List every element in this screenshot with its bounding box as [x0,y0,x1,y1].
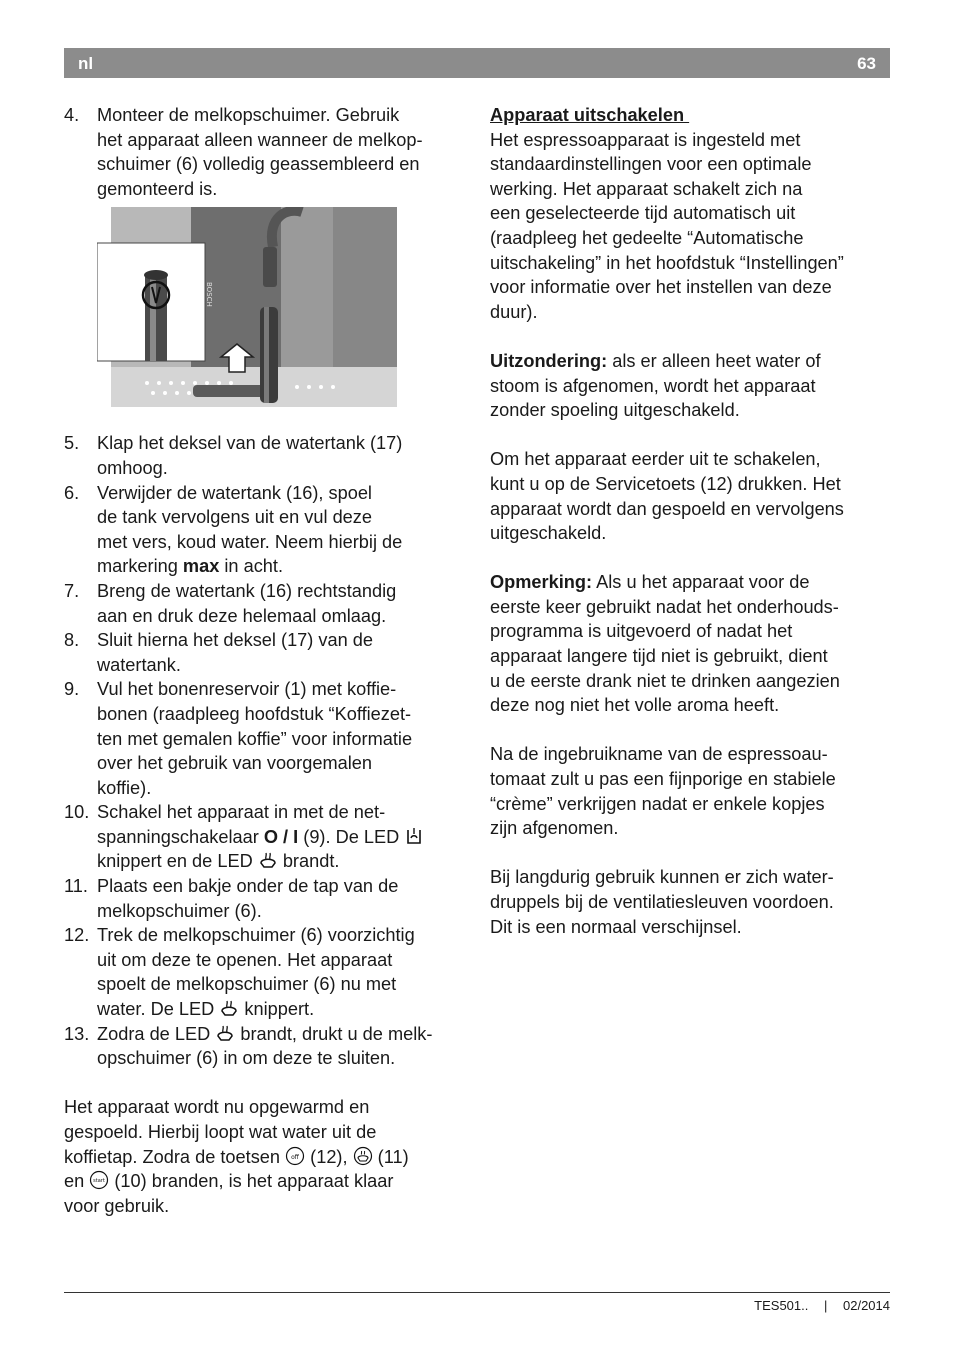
step-text: het apparaat alleen wanneer de melkop- [97,129,423,150]
step-text: Monteer de melkopschuimer. Gebruik [97,105,400,125]
exception-label: Uitzondering: [490,350,608,371]
text-run: knippert. [239,999,315,1020]
paragraph-line: zijn afgenomen. [490,818,619,839]
text-run: markering [97,556,183,577]
step-text: omhoog. [97,457,168,478]
step-number: 9. [64,679,80,700]
page-header [64,48,890,78]
paragraph-line: Na de ingebruikname van de espressoau- [490,744,828,765]
step-text: bonen (raadpleeg hoofdstuk “Koffiezet- [97,703,412,724]
step-text: Plaats een bakje onder de tap van de [97,876,399,897]
text-run: (12), [305,1146,353,1167]
text-run: spanningschakelaar [97,826,264,847]
step-number: 4. [64,105,80,125]
rinse-button-icon [353,1146,373,1166]
paragraph-line: standaardinstellingen voor een optimale [490,154,812,175]
paragraph-line: deze nog niet het volle aroma heeft. [490,695,780,716]
closing-text: gespoeld. Hierbij loopt wat water uit de [64,1122,377,1142]
power-switch-symbol: O / I [263,826,299,847]
paragraph-line [490,349,892,374]
note-label: Opmerking: [490,572,593,593]
step-number: 10. [64,802,90,823]
rinse-icon [258,850,278,870]
step-text [97,1022,466,1047]
closing-text [64,1145,466,1170]
text-run: en [64,1171,90,1192]
step-text: Breng de watertank (16) rechtstandig [97,580,397,601]
step-text: Trek de melkopschuimer (6) voorzichtig [97,925,415,946]
step-6 [64,481,466,579]
step-11 [64,874,466,923]
paragraph-line: Bij langdurig gebruik kunnen er zich water- [490,867,834,888]
paragraph-line: apparaat wordt dan gespoeld en vervolgens [490,498,844,519]
step-text: gemonteerd is. [97,178,218,199]
step-text: aan en druk deze helemaal omlaag. [97,605,387,626]
step-text: Verwijder de watertank (16), spoel [97,482,372,503]
step-number: 5. [64,433,80,454]
step-number: 7. [64,580,80,601]
paragraph-line: zonder spoeling uitgeschakeld. [490,400,740,421]
paragraph-line: een geselecteerde tijd automatisch uit [490,203,796,224]
paragraph-line: Het espressoapparaat is ingesteld met [490,129,801,150]
step-5 [64,431,466,480]
paragraph-line: voor informatie over het instellen van deze [490,277,832,298]
step-text: koffie). [97,777,152,798]
brand-logo: BOSCH [205,282,213,308]
paragraph-line: eerste keer gebruikt nadat het onderhouds- [490,596,839,617]
step-text [97,997,466,1022]
step-9 [64,677,466,800]
paragraph-line: duur). [490,301,538,322]
text-run: als er alleen heet water of [607,350,821,371]
paragraph-line [490,570,892,595]
text-run: (9). De LED [298,826,405,847]
closing-text: voor gebruik. [64,1195,170,1216]
paragraph-early-off [490,447,892,545]
step-7 [64,579,466,628]
water-tank-icon [404,826,424,846]
paragraph-line: kunt u op de Servicetoets (12) drukken. Het [490,473,841,494]
step-text: met vers, koud water. Neem hierbij de [97,531,403,552]
step-text [97,825,466,850]
step-13 [64,1022,466,1071]
svg-text:off: off [291,1153,299,1161]
start-button-icon [89,1170,109,1190]
text-run: brandt. [277,851,340,872]
step-text: melkopschuimer (6). [97,900,262,921]
step-10 [64,800,466,874]
step-text: ten met gemalen koffie” voor informatie [97,728,413,749]
rinse-icon [215,1023,235,1043]
paragraph-line: werking. Het apparaat schakelt zich na [490,178,803,199]
svg-text:start: start [93,1178,106,1185]
step-text: schuimer (6) volledig geassembleerd en [97,154,420,175]
language-code: nl [78,54,94,73]
step-text [97,554,466,579]
step-number: 13. [64,1023,90,1044]
milk-frother-illustration [97,207,397,407]
paragraph-auto-off [490,128,892,325]
step-text: Sluit hierna het deksel (17) van de [97,630,374,651]
paragraph-line: uitgeschakeld. [490,523,607,544]
step-text: uit om deze te openen. Het apparaat [97,949,393,970]
closing-text: Het apparaat wordt nu opgewarmd en [64,1097,370,1118]
paragraph-note [490,570,892,718]
page-footer [754,1298,890,1313]
off-button-icon [285,1146,305,1166]
step-number: 12. [64,925,90,946]
text-run: water. De LED [97,999,220,1020]
text-run: koffietap. Zodra de toetsen [64,1146,286,1167]
paragraph-line: stoom is afgenomen, wordt het apparaat [490,375,816,396]
step-text: Schakel het apparaat in met de net- [97,802,386,823]
text-run: brandt, drukt u de melk- [235,1023,433,1044]
paragraph-line: (raadpleeg het gedeelte “Automatische [490,227,804,248]
text-run: Als u het apparaat voor de [592,572,810,593]
paragraph-line: druppels bij de ventilatiesleuven voordoen. [490,892,834,912]
step-4 [64,103,466,201]
paragraph-line: apparaat langere tijd niet is gebruikt, dient [490,646,828,667]
text-run: Zodra de LED [97,1023,216,1044]
left-column [64,103,466,1218]
paragraph-line: Om het apparaat eerder uit te schakelen, [490,449,821,470]
step-text: over het gebruik van voorgemalen [97,753,372,774]
step-text: Klap het deksel van de watertank (17) [97,433,403,454]
step-text: spoelt de melkopschuimer (6) nu met [97,974,397,995]
rinse-icon [219,998,239,1018]
step-12 [64,923,466,1021]
footer-separator: | [823,1298,828,1313]
text-run: (10) branden, is het apparaat klaar [109,1171,394,1192]
step-text: opschuimer (6) in om deze te sluiten. [97,1048,396,1069]
max-marking-label: max [182,556,220,577]
text-run: (11) [372,1146,409,1167]
publication-date: 02/2014 [843,1298,890,1313]
step-8 [64,628,466,677]
closing-text [64,1169,466,1194]
step-number: 11. [64,876,88,897]
paragraph-line: “crème” verkrijgen nadat er enkele kopjes [490,793,825,814]
step-text: Vul het bonenreservoir (1) met koffie- [97,679,397,700]
step-text: watertank. [97,654,181,675]
paragraph-creme [490,742,892,840]
paragraph-line: programma is uitgevoerd of nadat het [490,621,793,642]
right-column [490,103,892,964]
footer-divider [64,1292,890,1293]
paragraph-exception [490,349,892,423]
paragraph-condensation [490,865,892,939]
step-number: 8. [64,630,80,651]
model-number: TES501.. [754,1298,809,1313]
paragraph-line: tomaat zult u pas een fijnporige en stabiele [490,769,836,790]
text-run: knippert en de LED [97,851,258,872]
step-text [97,849,466,874]
paragraph-line: u de eerste drank niet te drinken aangezien [490,670,840,691]
page-number: 63 [857,54,876,73]
section-heading: Apparaat uitschakelen [490,105,690,125]
text-run: in acht. [219,556,284,577]
paragraph-line: uitschakeling” in het hoofdstuk “Instellingen” [490,252,844,273]
step-number: 6. [64,482,80,503]
step-text: de tank vervolgens uit en vul deze [97,507,373,528]
paragraph-line: Dit is een normaal verschijnsel. [490,916,742,937]
